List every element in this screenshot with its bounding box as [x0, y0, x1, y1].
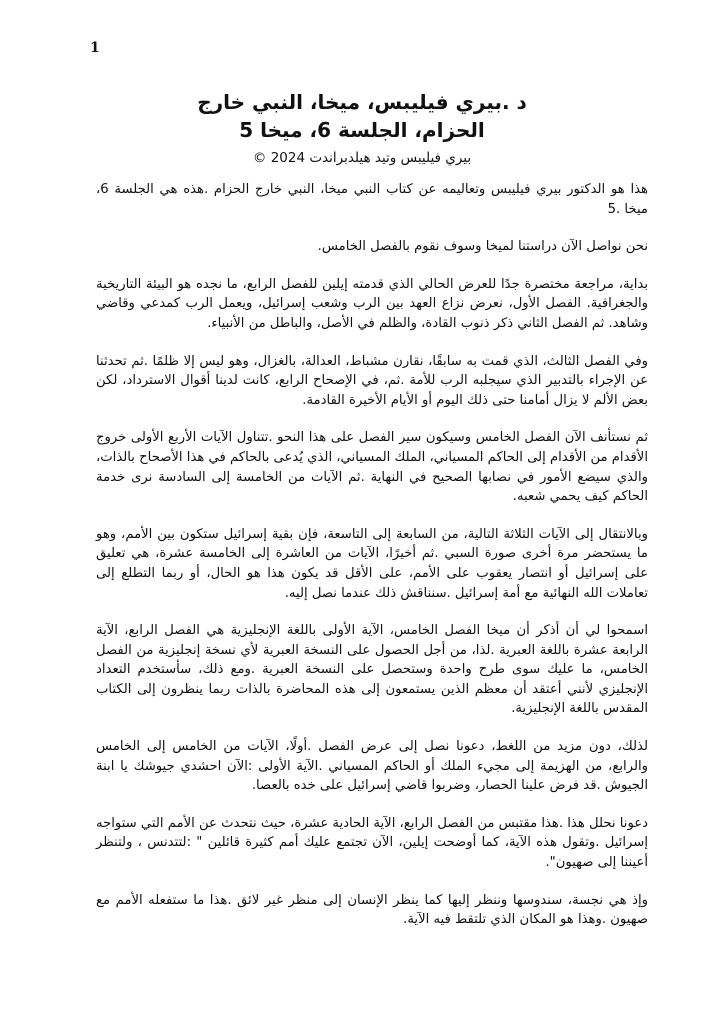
title-block — [100, 88, 624, 168]
page-number: 1 — [90, 40, 100, 56]
paragraph: بداية، مراجعة مختصرة جدًا للعرض الحالي الذي قدمته إيلين للفصل الرابع، ما نجده هو البيئة التاريخية والجغرافية. الفصل الأول، نعرض نزاع العهد بين الرب وشعب إسرائيل، ويعمل الرب كمدعي وقاضي وشاهد. ثم الفصل الثاني ذكر ذنوب القادة، والظلم في الأصل، والباطل من الأنبياء. — [96, 276, 648, 331]
paragraph: دعونا نحلل هذا .هذا مقتبس من الفصل الرابع، الآية الحادية عشرة، حيث نتحدث عن الأمم التي ستواجه إسرائيل .وتقول هذه الآية، كما أوضحت إيلين، الآن تجتمع عليك أمم كثيرة قائلين " :لتتدنس ، ولتنظر أعيننا إلى صهيون". — [96, 815, 648, 871]
copyright-byline: بيري فيليبس وتيد هيلدبراندت 2024 © — [252, 150, 472, 166]
paragraph: وبالانتقال إلى الآيات الثلاثة التالية، من السابعة إلى التاسعة، فإن بقية إسرائيل ستكون بين الأمم، وهو ما يستحضر مرة أخرى صورة السبي .ثم أخيرًا، الآيات من العاشرة إلى الخامسة عشرة، هي تعليق على إسرائيل أو انتصار يعقوب على الأمم، على الأقل قد يكون هذا هو الحال، أو ربما التطلع إلى تعاملات الله النهائية مع أمة إسرائيل .سنناقش ذلك عندما نصل إليه. — [96, 526, 648, 601]
document-body — [96, 180, 648, 948]
paragraph: نحن نواصل الآن دراستنا لميخا وسوف نقوم بالفصل الخامس. — [317, 239, 648, 255]
paragraph: هذا هو الدكتور بيري فيليبس وتعاليمه عن كتاب النبي ميخا، النبي خارج الحزام .هذه هي الجلسة 6، ميخا .5 — [96, 182, 648, 217]
paragraph: ثم نستأنف الآن الفصل الخامس وسيكون سير الفصل على هذا النحو .تتناول الآيات الأربع الأولى خروج الأقدام من الأقدام إلى الحاكم المسياني، الملك المسياني، الذي يُدعى بالحاكم في هذا الأصحاح بالذات، والذي سيضع الأمور في نصابها الصحيح في النهاية .ثم الآيات من الخامسة إلى السادسة نرى خدمة الحاكم كيف يحمي شعبه. — [96, 430, 648, 505]
paragraph: لذلك، دون مزيد من اللغط، دعونا نصل إلى عرض الفصل .أولًا، الآيات من الخامس إلى الخامس والرابع، من الهزيمة إلى مجيء الملك أو الحاكم المسياني .الآية الأولى :الآن احشدي جيوشك يا ابنة الجيوش .قد فرض علينا الحصار، وضربوا قاضي إسرائيل على خده بالعصا. — [96, 739, 648, 794]
document-title-line-2: الحزام، الجلسة 6، ميخا 5 — [239, 118, 485, 142]
paragraph: وإذ هي نجسة، سندوسها وننظر إليها كما ينظر الإنسان إلى منظر غير لائق .هذا ما ستفعله الأمم مع صهيون .وهذا هو المكان الذي تلتقط فيه الآية. — [96, 892, 648, 928]
paragraph: وفي الفصل الثالث، الذي قمت به سابقًا، نقارن مشباط، العدالة، بالغزال، وهو ليس إلا ظلمًا .ثم تحدثنا عن الإجراء بالتدبير الذي سيجلبه الرب للأمة .ثم، في الإصحاح الرابع، كانت لدينا أقوال الاسترداد، لكن بعض الألم لا يزال أمامنا حتى ذلك اليوم أو الأيام الأخيرة القادمة. — [96, 353, 648, 408]
document-title-line-1: د .بيري فيليبس، ميخا، النبي خارج — [197, 90, 527, 114]
paragraph: اسمحوا لي أن أذكر أن ميخا الفصل الخامس، الآية الأولى باللغة الإنجليزية هي الفصل الرابع، الآية الرابعة عشرة باللغة العبرية .لذا، من أجل الحصول على النسخة العبرية لأي نسخة إنجليزية من الفصل الخامس، ما عليك سوى طرح واحدة وستحصل على النسخة العبرية .ومع ذلك، سأستخدم التعداد الإنجليزي لأنني أعتقد أن معظم الذين يستمعون إلى هذه المحاضرة بالذات ربما ينظرون إلى الكتاب المقدس باللغة الإنجليزية. — [96, 623, 648, 717]
